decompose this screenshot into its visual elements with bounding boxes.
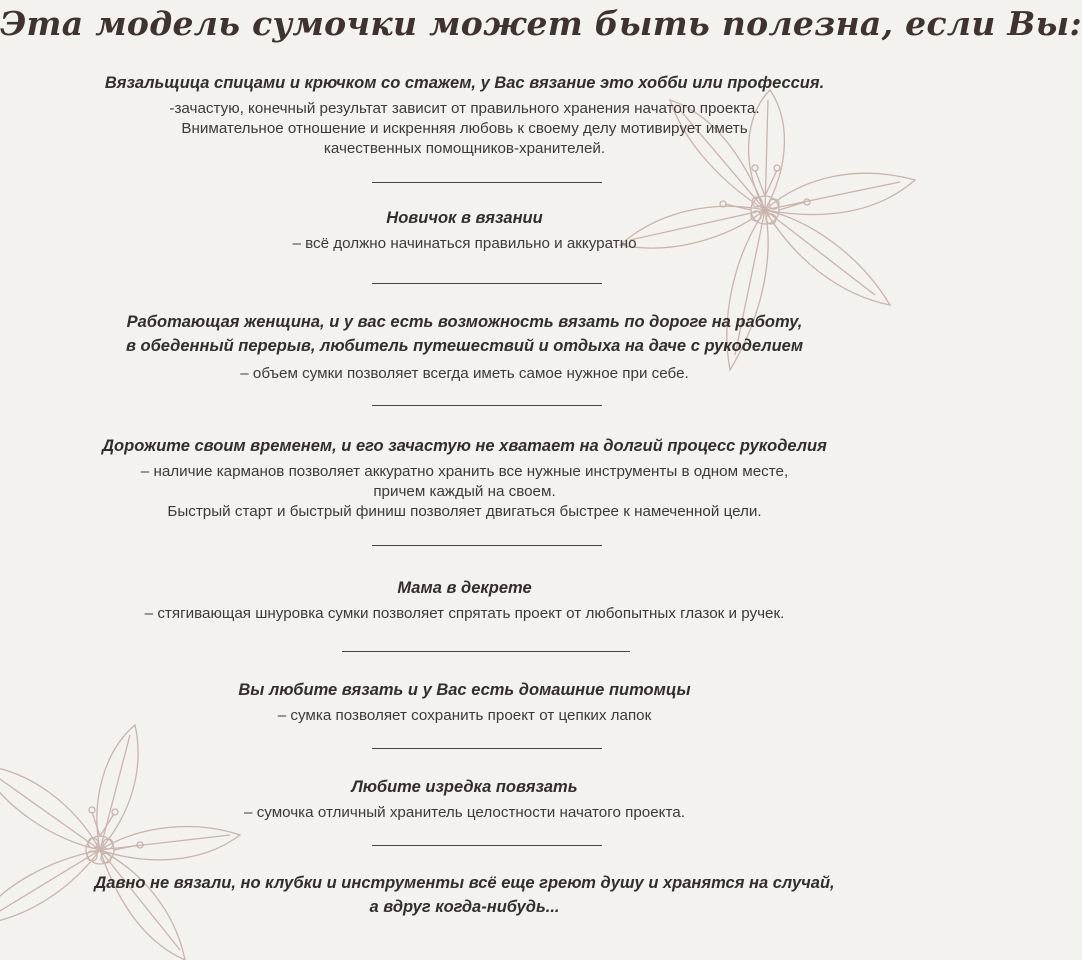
flower-decoration-bottom: [0, 700, 270, 960]
divider: [372, 405, 602, 406]
page-title: Эта модель сумочки может быть полезна, если Вы:: [0, 4, 1082, 43]
section-heading: Мама в декрете: [397, 579, 532, 597]
section-body-line: – стягивающая шнуровка сумки позволяет спрятать проект от любопытных глазок и ручек.: [144, 605, 785, 622]
section-heading: Любите изредка повязать: [351, 778, 578, 796]
section-body-line: – объем сумки позволяет всегда иметь самое нужное при себе.: [240, 365, 689, 382]
section-value-time: [0, 434, 929, 522]
section-heading: а вдруг когда-нибудь...: [369, 898, 560, 916]
section-occasional-knitter: [0, 775, 929, 823]
section-body-line: – сумка позволяет сохранить проект от цепких лапок: [277, 707, 652, 724]
section-working-woman: [0, 310, 929, 384]
section-pets: [0, 678, 929, 726]
section-body-line: – наличие карманов позволяет аккуратно хранить все нужные инструменты в одном месте,: [140, 463, 789, 480]
section-heading: Дорожите своим временем, и его зачастую не хватает на долгий процесс рукоделия: [102, 437, 827, 455]
section-body-line: Внимательное отношение и искренняя любовь к своему делу мотивирует иметь: [181, 120, 748, 137]
section-heading: Работающая женщина, и у вас есть возможность вязать по дороге на работу,: [126, 313, 803, 331]
section-body-line: – сумочка отличный хранитель целостности начатого проекта.: [244, 804, 685, 821]
section-beginner: [0, 206, 929, 254]
divider: [372, 845, 602, 846]
divider: [372, 545, 602, 546]
section-heading: Вязальщица спицами и крючком со стажем, у Вас вязание это хобби или профессия.: [104, 74, 825, 92]
divider: [372, 748, 602, 749]
divider: [342, 651, 630, 652]
section-maternity-leave: [0, 576, 929, 624]
section-body-line: причем каждый на своем.: [373, 483, 556, 500]
section-heading: Вы любите вязать и у Вас есть домашние питомцы: [238, 681, 691, 699]
section-body-line: – всё должно начинаться правильно и аккуратно: [292, 235, 637, 252]
section-body-line: качественных помощников-хранителей.: [323, 140, 606, 157]
section-long-break: [0, 871, 929, 919]
section-heading: в обеденный перерыв, любитель путешествий и отдыха на даче с рукоделием: [125, 337, 804, 355]
section-body-line: -зачастую, конечный результат зависит от правильного хранения начатого проекта.: [169, 100, 760, 117]
divider: [372, 283, 602, 284]
section-heading: Давно не вязали, но клубки и инструменты всё еще греют душу и хранятся на случай,: [94, 874, 835, 892]
section-body-line: Быстрый старт и быстрый финиш позволяет двигаться быстрее к намеченной цели.: [167, 503, 762, 520]
divider: [372, 182, 602, 183]
section-heading: Новичок в вязании: [386, 209, 543, 227]
section-experienced-knitter: [0, 71, 929, 159]
